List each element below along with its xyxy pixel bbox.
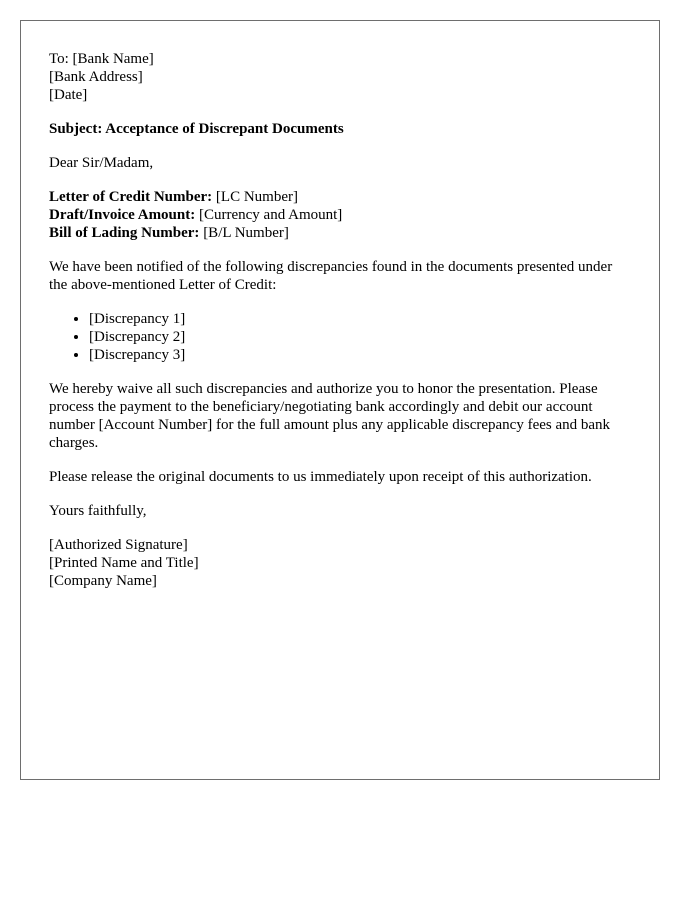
reference-lc-number <box>49 188 631 206</box>
reference-value: [B/L Number] <box>199 225 289 241</box>
reference-label: Letter of Credit Number: <box>49 189 213 205</box>
letter-subject: Subject: Acceptance of Discrepant Documents <box>49 121 344 137</box>
recipient-bank-address: [Bank Address] <box>49 69 143 85</box>
reference-value: [LC Number] <box>212 189 298 205</box>
waiver-paragraph: We hereby waive all such discrepancies and authorize you to honor the presentation. Please process the payment to the beneficiary/negotiating bank accordingly and debit our account number [Account Number] for the full amount plus any applicable discrepancy fees and bank charges. <box>49 381 611 451</box>
closing: Yours faithfully, <box>49 503 147 519</box>
letter-date: [Date] <box>49 87 88 103</box>
salutation: Dear Sir/Madam, <box>49 155 154 171</box>
list-item: • [Discrepancy 2] <box>89 328 631 346</box>
signature-block <box>49 536 631 590</box>
reference-value: [Currency and Amount] <box>195 207 343 223</box>
reference-bill-of-lading <box>49 224 631 242</box>
list-item: • [Discrepancy 3] <box>89 346 631 364</box>
intro-paragraph: We have been notified of the following discrepancies found in the documents presented under the above-mentioned Letter of Credit: <box>49 259 613 293</box>
release-paragraph: Please release the original documents to us immediately upon receipt of this authorization. <box>49 469 592 485</box>
recipient-bank-name: To: [Bank Name] <box>49 51 154 67</box>
company-name: [Company Name] <box>49 573 157 589</box>
reference-label: Draft/Invoice Amount: <box>49 207 196 223</box>
reference-block <box>49 188 631 242</box>
reference-invoice-amount <box>49 206 631 224</box>
letter-document <box>20 20 660 780</box>
list-item: • [Discrepancy 1] <box>89 310 631 328</box>
reference-label: Bill of Lading Number: <box>49 225 200 241</box>
recipient-block <box>49 50 631 104</box>
signature-line: [Authorized Signature] <box>49 537 188 553</box>
signatory-name-title: [Printed Name and Title] <box>49 555 199 571</box>
discrepancy-list <box>49 310 631 364</box>
